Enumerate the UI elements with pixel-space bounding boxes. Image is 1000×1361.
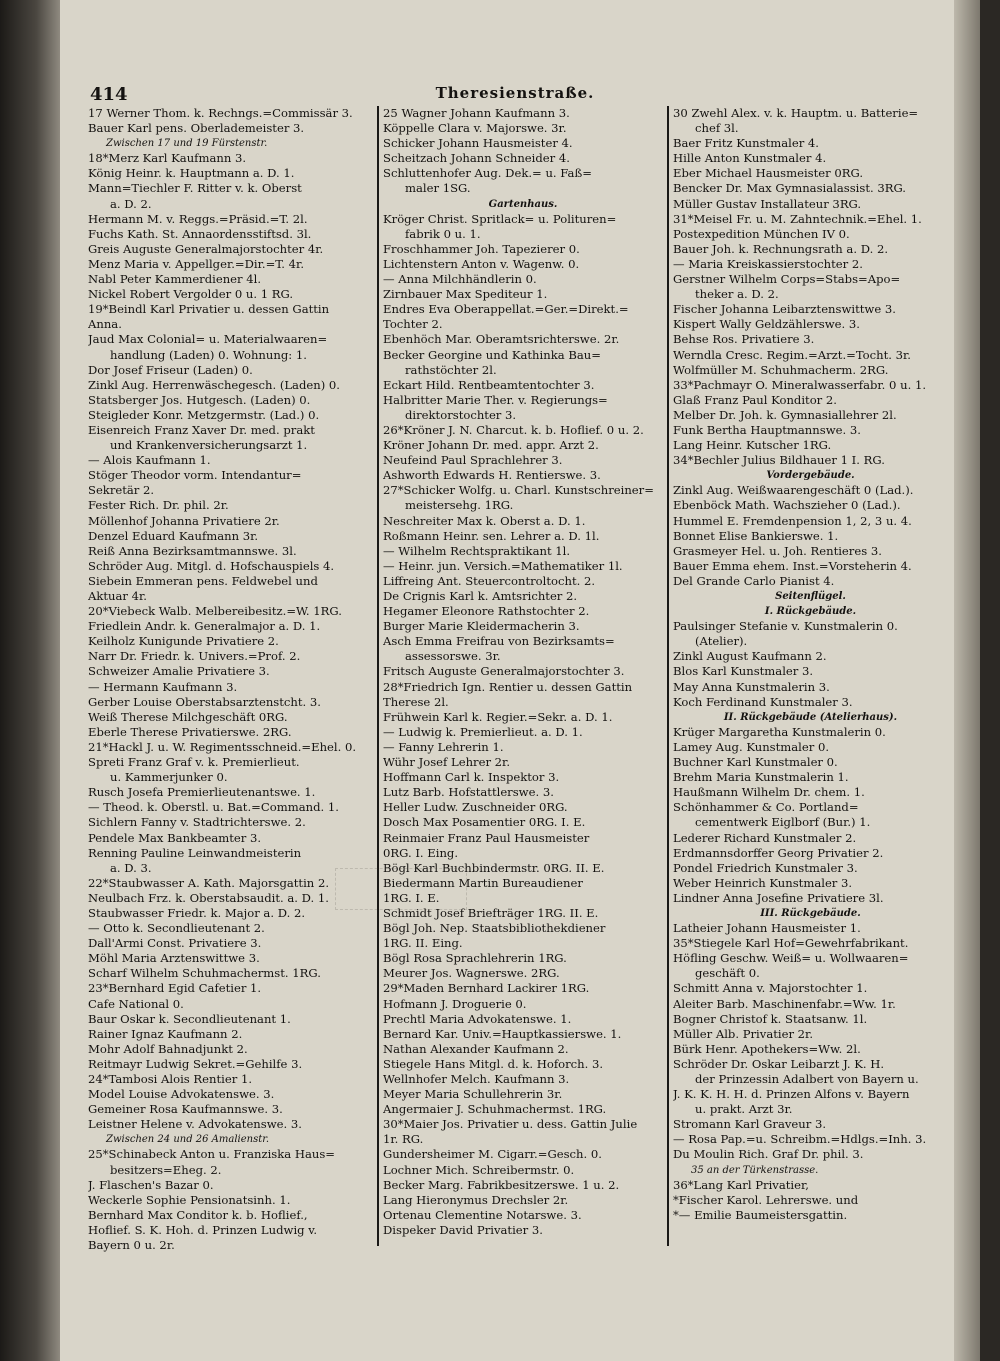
- directory-entry: Bauer Emma ehem. Inst.=Vorsteherin 4.: [673, 558, 912, 573]
- directory-entry: Werndla Cresc. Regim.=Arzt.=Tocht. 3r.: [673, 347, 911, 362]
- directory-entry: Narr Dr. Friedr. k. Univers.=Prof. 2.: [88, 649, 301, 664]
- directory-entry: Keilholz Kunigunde Privatiere 2.: [88, 634, 279, 649]
- directory-entry: Becker Marg. Fabrikbesitzerswe. 1 u. 2.: [383, 1177, 620, 1192]
- directory-entry: Aleiter Barb. Maschinenfabr.=Ww. 1r.: [673, 996, 896, 1011]
- directory-entry: (Atelier).: [695, 634, 748, 649]
- directory-entry: Froschhammer Joh. Tapezierer 0.: [383, 241, 580, 256]
- directory-entry: Stromann Karl Graveur 3.: [673, 1117, 827, 1132]
- directory-entry: Lang Hieronymus Drechsler 2r.: [383, 1192, 569, 1207]
- directory-entry: Neschreiter Max k. Oberst a. D. 1.: [383, 513, 586, 528]
- directory-entry: 1r. RG.: [383, 1132, 424, 1147]
- directory-entry: Lamey Aug. Kunstmaler 0.: [673, 739, 830, 754]
- directory-entry: assessorswe. 3r.: [405, 649, 501, 664]
- directory-entry: Reiß Anna Bezirksamtmannswe. 3l.: [88, 543, 297, 558]
- directory-entry: Denzel Eduard Kaufmann 3r.: [88, 528, 259, 543]
- directory-entry: 30 Zwehl Alex. v. k. Hauptm. u. Batterie=: [673, 106, 919, 120]
- directory-entry: Schmitt Anna v. Majorstochter 1.: [673, 981, 868, 996]
- directory-entry: Leistner Helene v. Advokatenswe. 3.: [88, 1117, 302, 1132]
- directory-entry: — Fanny Lehrerin 1.: [383, 739, 504, 754]
- directory-entry: Nathan Alexander Kaufmann 2.: [383, 1041, 569, 1056]
- directory-entry: Zirnbauer Max Spediteur 1.: [383, 287, 548, 302]
- directory-entry: Lutz Barb. Hofstattlerswe. 3.: [383, 785, 554, 800]
- directory-entry: Ebenhöch Mar. Oberamtsrichterswe. 2r.: [383, 332, 620, 347]
- directory-entry: Wellnhofer Melch. Kaufmann 3.: [383, 1072, 570, 1086]
- directory-entry: Kröger Christ. Spritlack= u. Polituren=: [383, 211, 617, 226]
- directory-entry: Eckart Hild. Rentbeamtentochter 3.: [383, 377, 595, 392]
- directory-entry: Koch Ferdinand Kunstmaler 3.: [673, 694, 853, 709]
- section-heading: I. Rückgebäude.: [764, 606, 857, 618]
- section-heading: II. Rückgebäude (Atelierhaus).: [723, 711, 898, 723]
- directory-entry: Ashworth Edwards H. Rentierswe. 3.: [383, 468, 601, 483]
- directory-entry: Bogner Christof k. Staatsanw. 1l.: [673, 1011, 868, 1026]
- directory-entry: Krüger Margaretha Kunstmalerin 0.: [673, 724, 886, 739]
- directory-entry: — Wilhelm Rechtspraktikant 1l.: [383, 543, 571, 558]
- directory-entry: Möhl Maria Arztenswittwe 3.: [88, 951, 260, 966]
- directory-entry: Fritsch Auguste Generalmajorstochter 3.: [383, 664, 625, 679]
- directory-entry: Cafe National 0.: [88, 996, 184, 1011]
- directory-entry: 22*Staubwasser A. Kath. Majorsgattin 2.: [88, 875, 330, 890]
- directory-entry: Latheier Johann Hausmeister 1.: [673, 921, 861, 936]
- directory-entry: 24*Tambosi Alois Rentier 1.: [88, 1072, 253, 1086]
- directory-entry: Wühr Josef Lehrer 2r.: [383, 755, 511, 770]
- directory-entry: Jaud Max Colonial= u. Materialwaaren=: [88, 332, 328, 347]
- directory-entry: Köppelle Clara v. Majorswe. 3r.: [383, 121, 567, 136]
- directory-entry: 1RG. I. E.: [383, 890, 440, 905]
- directory-entry: König Heinr. k. Hauptmann a. D. 1.: [88, 166, 295, 181]
- directory-entry: Frühwein Karl k. Regier.=Sekr. a. D. 1.: [383, 709, 613, 724]
- directory-entry: theker a. D. 2.: [695, 287, 779, 302]
- directory-entry: Reitmayr Ludwig Sekret.=Gehilfe 3.: [88, 1056, 303, 1071]
- directory-entry: Hoffmann Carl k. Inspektor 3.: [383, 770, 560, 785]
- directory-entry: Wolfmüller M. Schuhmacherm. 2RG.: [673, 362, 889, 377]
- cross-street-note: Zwischen 24 und 26 Amalienstr.: [106, 1134, 270, 1146]
- directory-entry: Nickel Robert Vergolder 0 u. 1 RG.: [88, 287, 294, 302]
- directory-entry: Funk Bertha Hauptmannswe. 3.: [673, 422, 861, 437]
- directory-entry: Schröder Dr. Oskar Leibarzt J. K. H.: [673, 1056, 885, 1071]
- directory-entry: Asch Emma Freifrau von Bezirksamts=: [383, 634, 615, 649]
- directory-entry: fabrik 0 u. 1.: [405, 226, 481, 241]
- directory-entry: 19*Beindl Karl Privatier u. dessen Gattin: [88, 302, 330, 317]
- directory-entry: Schluttenhofer Aug. Dek.= u. Faß=: [383, 166, 592, 181]
- street-heading: Theresienstraße.: [435, 84, 595, 102]
- directory-entry: 17 Werner Thom. k. Rechngs.=Commissär 3.: [88, 106, 353, 120]
- directory-entry: Staubwasser Friedr. k. Major a. D. 2.: [88, 905, 306, 920]
- directory-entry: Kröner Johann Dr. med. appr. Arzt 2.: [383, 438, 599, 453]
- directory-entry: Bauer Joh. k. Rechnungsrath a. D. 2.: [673, 241, 889, 256]
- directory-entry: — Otto k. Secondlieutenant 2.: [88, 921, 265, 936]
- directory-entry: Friedlein Andr. k. Generalmajor a. D. 1.: [88, 619, 321, 634]
- directory-entry: Bürk Henr. Apothekers=Ww. 2l.: [673, 1041, 861, 1056]
- directory-entry: Neufeind Paul Sprachlehrer 3.: [383, 453, 563, 468]
- directory-entry: Renning Pauline Leinwandmeisterin: [88, 845, 302, 860]
- directory-entry: 20*Viebeck Walb. Melbereibesitz.=W. 1RG.: [88, 604, 342, 619]
- directory-entry: Fischer Johanna Leibarztenswittwe 3.: [673, 302, 896, 317]
- directory-entry: Schweizer Amalie Privatiere 3.: [88, 664, 270, 679]
- directory-entry: — Hermann Kaufmann 3.: [88, 679, 238, 694]
- directory-entry: Schröder Aug. Mitgl. d. Hofschauspiels 4.: [88, 558, 335, 573]
- directory-entry: Erdmannsdorffer Georg Privatier 2.: [673, 845, 884, 860]
- directory-entry: Angermaier J. Schuhmachermst. 1RG.: [383, 1102, 607, 1117]
- directory-entry: Bernhard Max Conditor k. b. Hoflief.,: [88, 1207, 308, 1222]
- section-heading: III. Rückgebäude.: [760, 907, 861, 919]
- directory-entry: 21*Hackl J. u. W. Regimentsschneid.=Ehel. 0.: [88, 739, 357, 754]
- directory-entry: a. D. 2.: [110, 196, 152, 211]
- directory-entry: 35*Stiegele Karl Hof=Gewehrfabrikant.: [673, 936, 909, 951]
- directory-entry: direktorstochter 3.: [405, 407, 517, 422]
- directory-entry: 23*Bernhard Egid Cafetier 1.: [88, 981, 262, 996]
- directory-entry: 27*Schicker Wolfg. u. Charl. Kunstschreiner=: [383, 483, 654, 498]
- directory-entry: 18*Merz Karl Kaufmann 3.: [88, 151, 247, 166]
- directory-entry: Postexpedition München IV 0.: [673, 226, 850, 241]
- directory-entry: Du Moulin Rich. Graf Dr. phil. 3.: [673, 1147, 864, 1162]
- book-gutter: [0, 0, 60, 1361]
- directory-entry: Haußmann Wilhelm Dr. chem. 1.: [673, 785, 865, 800]
- faded-stamp: [335, 868, 467, 910]
- directory-entry: Hegamer Eleonore Rathstochter 2.: [383, 604, 590, 619]
- directory-entry: Meyer Maria Schullehrerin 3r.: [383, 1087, 563, 1102]
- directory-entry: Pondel Friedrich Kunstmaler 3.: [673, 860, 858, 875]
- directory-entry: Lichtenstern Anton v. Wagenw. 0.: [383, 256, 580, 271]
- directory-entry: Rusch Josefa Premierlieutenantswe. 1.: [88, 785, 316, 800]
- directory-entry: Grasmeyer Hel. u. Joh. Rentieres 3.: [673, 543, 882, 558]
- directory-entry: Kispert Wally Geldzählerswe. 3.: [673, 317, 860, 332]
- directory-entry: Prechtl Maria Advokatenswe. 1.: [383, 1011, 572, 1026]
- directory-entry: J. Flaschen's Bazar 0.: [88, 1177, 214, 1192]
- directory-entry: Mohr Adolf Bahnadjunkt 2.: [88, 1041, 248, 1056]
- directory-entry: Bonnet Elise Bankierswe. 1.: [673, 528, 839, 543]
- directory-entry: Gerber Louise Oberstabsarztenstcht. 3.: [88, 694, 321, 709]
- section-heading: Seitenflügel.: [775, 591, 846, 602]
- directory-entry: Biedermann Martin Bureaudiener: [383, 875, 583, 890]
- column-divider: [667, 106, 669, 1246]
- directory-entry: Möllenhof Johanna Privatiere 2r.: [88, 513, 280, 528]
- directory-entry: Hille Anton Kunstmaler 4.: [673, 151, 827, 166]
- directory-entry: Weiß Therese Milchgeschäft 0RG.: [88, 709, 288, 724]
- directory-entry: — Ludwig k. Premierlieut. a. D. 1.: [383, 724, 583, 739]
- directory-entry: 29*Maden Bernhard Lackirer 1RG.: [383, 981, 590, 996]
- column-left: [88, 106, 373, 1356]
- directory-entry: Hofmann J. Droguerie 0.: [383, 996, 527, 1011]
- directory-entry: Blos Karl Kunstmaler 3.: [673, 664, 814, 679]
- directory-entry: Rainer Ignaz Kaufmann 2.: [88, 1026, 243, 1041]
- directory-entry: Sekretär 2.: [88, 483, 155, 498]
- directory-entry: Tochter 2.: [383, 317, 443, 332]
- directory-entry: Bögl Karl Buchbindermstr. 0RG. II. E.: [383, 860, 605, 875]
- directory-entry: der Prinzessin Adalbert von Bayern u.: [695, 1072, 919, 1086]
- directory-entry: Schmidt Josef Briefträger 1RG. II. E.: [383, 905, 599, 920]
- directory-entry: Baer Fritz Kunstmaler 4.: [673, 136, 819, 151]
- directory-entry: Therese 2l.: [383, 694, 449, 709]
- directory-entry: Endres Eva Oberappellat.=Ger.=Direkt.=: [383, 302, 629, 317]
- directory-entry: Meurer Jos. Wagnerswe. 2RG.: [383, 966, 560, 981]
- directory-entry: Roßmann Heinr. sen. Lehrer a. D. 1l.: [383, 528, 600, 543]
- section-heading: Gartenhaus.: [488, 198, 558, 210]
- page-header: [90, 84, 940, 106]
- directory-entry: besitzers=Eheg. 2.: [110, 1162, 222, 1177]
- directory-entry: Weckerle Sophie Pensionatsinh. 1.: [88, 1192, 291, 1207]
- directory-entry: maler 1SG.: [405, 181, 471, 196]
- directory-entry: Dall'Armi Const. Privatiere 3.: [88, 936, 262, 951]
- directory-entry: Bögl Rosa Sprachlehrerin 1RG.: [383, 951, 567, 966]
- directory-entry: 25*Schinabeck Anton u. Franziska Haus=: [88, 1147, 336, 1162]
- directory-entry: Sichlern Fanny v. Stadtrichterswe. 2.: [88, 815, 306, 830]
- directory-entry: — Rosa Pap.=u. Schreibm.=Hdlgs.=Inh. 3.: [673, 1132, 927, 1147]
- directory-entry: Stöger Theodor vorm. Intendantur=: [88, 468, 302, 483]
- directory-entry: Fuchs Kath. St. Annaordensstiftsd. 3l.: [88, 226, 312, 241]
- directory-entry: Müller Alb. Privatier 2r.: [673, 1026, 814, 1041]
- directory-entry: May Anna Kunstmalerin 3.: [673, 679, 830, 694]
- directory-entry: Dosch Max Posamentier 0RG. I. E.: [383, 815, 586, 830]
- directory-entry: Pendele Max Bankbeamter 3.: [88, 830, 262, 845]
- directory-entry: 26*Kröner J. N. Charcut. k. b. Hoflief. 0 u. 2.: [383, 422, 644, 437]
- directory-entry: Hermann M. v. Reggs.=Präsid.=T. 2l.: [88, 211, 308, 226]
- directory-columns: [88, 106, 948, 1356]
- directory-entry: Baur Oskar k. Secondlieutenant 1.: [88, 1011, 291, 1026]
- directory-entry: Neulbach Frz. k. Oberstabsaudit. a. D. 1.: [88, 890, 329, 905]
- directory-entry: 34*Bechler Julius Bildhauer 1 I. RG.: [673, 453, 885, 468]
- page-edge: [954, 0, 980, 1361]
- directory-entry: 30*Maier Jos. Privatier u. dess. Gattin Julie: [383, 1117, 638, 1132]
- directory-entry: *Fischer Karol. Lehrerswe. und: [673, 1192, 859, 1207]
- directory-entry: Weber Heinrich Kunstmaler 3.: [673, 875, 853, 890]
- directory-entry: Greis Auguste Generalmajorstochter 4r.: [88, 241, 324, 256]
- directory-entry: Zinkl August Kaufmann 2.: [673, 649, 827, 664]
- directory-entry: 25 Wagner Johann Kaufmann 3.: [383, 106, 570, 120]
- directory-entry: handlung (Laden) 0. Wohnung: 1.: [110, 347, 307, 362]
- directory-entry: Reinmaier Franz Paul Hausmeister: [383, 830, 590, 845]
- directory-entry: Gerstner Wilhelm Corps=Stabs=Apo=: [673, 272, 901, 287]
- directory-entry: Bencker Dr. Max Gymnasialassist. 3RG.: [673, 181, 906, 196]
- directory-entry: Schicker Johann Hausmeister 4.: [383, 136, 573, 151]
- directory-entry: Dispeker David Privatier 3.: [383, 1222, 543, 1237]
- directory-entry: 31*Meisel Fr. u. M. Zahntechnik.=Ehel. 1.: [673, 211, 922, 226]
- directory-entry: Stiegele Hans Mitgl. d. k. Hoforch. 3.: [383, 1056, 604, 1071]
- directory-entry: Bögl Joh. Nep. Staatsbibliothekdiener: [383, 921, 606, 936]
- directory-entry: Gemeiner Rosa Kaufmannswe. 3.: [88, 1102, 283, 1117]
- directory-entry: Del Grande Carlo Pianist 4.: [673, 573, 835, 588]
- directory-entry: Halbritter Marie Ther. v. Regierungs=: [383, 392, 608, 407]
- directory-entry: u. Kammerjunker 0.: [110, 770, 228, 785]
- directory-entry: meistersehg. 1RG.: [405, 498, 514, 513]
- directory-entry: Lederer Richard Kunstmaler 2.: [673, 830, 857, 845]
- directory-entry: J. K. K. H. H. d. Prinzen Alfons v. Bayern: [673, 1087, 910, 1102]
- directory-entry: Aktuar 4r.: [88, 589, 147, 603]
- directory-entry: Statsberger Jos. Hutgesch. (Laden) 0.: [88, 392, 311, 407]
- directory-entry: Lochner Mich. Schreibermstr. 0.: [383, 1162, 575, 1177]
- directory-entry: Spreti Franz Graf v. k. Premierlieut.: [88, 755, 300, 770]
- directory-entry: 28*Friedrich Ign. Rentier u. dessen Gattin: [383, 679, 633, 694]
- directory-entry: — Alois Kaufmann 1.: [88, 453, 211, 468]
- directory-entry: Ebenböck Math. Wachszieher 0 (Lad.).: [673, 498, 901, 513]
- directory-entry: Bayern 0 u. 2r.: [88, 1238, 175, 1253]
- directory-entry: Ortenau Clementine Notarswe. 3.: [383, 1207, 582, 1222]
- directory-entry: Lindner Anna Josefine Privatiere 3l.: [673, 890, 884, 905]
- directory-entry: Eisenreich Franz Xaver Dr. med. prakt: [88, 422, 315, 437]
- directory-entry: 1RG. II. Eing.: [383, 936, 463, 951]
- directory-entry: Glaß Franz Paul Konditor 2.: [673, 392, 837, 407]
- page-number: 414: [90, 84, 128, 105]
- directory-entry: Schönhammer & Co. Portland=: [673, 800, 859, 815]
- directory-entry: rathstöchter 2l.: [405, 362, 497, 377]
- directory-entry: 33*Pachmayr O. Mineralwasserfabr. 0 u. 1.: [673, 377, 927, 392]
- directory-entry: Höfling Geschw. Weiß= u. Wollwaaren=: [673, 951, 909, 966]
- directory-entry: Heller Ludw. Zuschneider 0RG.: [383, 800, 568, 815]
- directory-entry: Scheitzach Johann Schneider 4.: [383, 151, 570, 166]
- directory-entry: Zinkl Aug. Herrenwäschegesch. (Laden) 0.: [88, 377, 340, 392]
- column-middle: [383, 106, 663, 1356]
- directory-entry: Brehm Maria Kunstmalerin 1.: [673, 770, 849, 785]
- directory-entry: 0RG. I. Eing.: [383, 845, 459, 860]
- directory-entry: Model Louise Advokatenswe. 3.: [88, 1087, 275, 1102]
- directory-entry: und Krankenversicherungsarzt 1.: [110, 438, 308, 453]
- directory-entry: Anna.: [88, 317, 122, 332]
- directory-entry: — Theod. k. Oberstl. u. Bat.=Command. 1.: [88, 800, 339, 815]
- directory-entry: Menz Maria v. Appellger.=Dir.=T. 4r.: [88, 256, 305, 271]
- cross-street-note: 35 an der Türkenstrasse.: [691, 1164, 819, 1176]
- directory-entry: Gundersheimer M. Cigarr.=Gesch. 0.: [383, 1147, 602, 1162]
- directory-entry: Becker Georgine und Kathinka Bau=: [383, 347, 601, 362]
- directory-entry: Steigleder Konr. Metzgermstr. (Lad.) 0.: [88, 407, 320, 422]
- directory-entry: Melber Dr. Joh. k. Gymnasiallehrer 2l.: [673, 407, 897, 422]
- directory-entry: Mann=Tiechler F. Ritter v. k. Oberst: [88, 181, 302, 196]
- directory-entry: Paulsinger Stefanie v. Kunstmalerin 0.: [673, 619, 898, 634]
- directory-entry: Bernard Kar. Univ.=Hauptkassierswe. 1.: [383, 1026, 622, 1041]
- directory-entry: *— Emilie Baumeistersgattin.: [673, 1207, 848, 1222]
- column-right: [673, 106, 948, 1356]
- directory-entry: Eber Michael Hausmeister 0RG.: [673, 166, 864, 181]
- directory-entry: Lang Heinr. Kutscher 1RG.: [673, 438, 832, 453]
- directory-entry: Müller Gustav Installateur 3RG.: [673, 196, 862, 211]
- column-divider: [377, 106, 379, 1246]
- book-page: [60, 0, 980, 1361]
- directory-entry: Zinkl Aug. Weißwaarengeschäft 0 (Lad.).: [673, 483, 914, 498]
- directory-entry: Scharf Wilhelm Schuhmachermst. 1RG.: [88, 966, 321, 981]
- directory-entry: Burger Marie Kleidermacherin 3.: [383, 619, 580, 634]
- directory-entry: Nabl Peter Kammerdiener 4l.: [88, 272, 262, 287]
- cross-street-note: Zwischen 17 und 19 Fürstenstr.: [106, 138, 268, 150]
- directory-entry: Liffreing Ant. Steuercontroltocht. 2.: [383, 573, 596, 588]
- directory-entry: — Heinr. jun. Versich.=Mathematiker 1l.: [383, 558, 623, 573]
- directory-entry: De Crignis Karl k. Amtsrichter 2.: [383, 589, 578, 603]
- directory-entry: Hummel E. Fremdenpension 1, 2, 3 u. 4.: [673, 513, 912, 528]
- directory-entry: chef 3l.: [695, 121, 739, 136]
- directory-entry: Behse Ros. Privatiere 3.: [673, 332, 815, 347]
- directory-entry: Dor Josef Friseur (Laden) 0.: [88, 362, 253, 377]
- directory-entry: geschäft 0.: [695, 966, 760, 981]
- directory-entry: Buchner Karl Kunstmaler 0.: [673, 755, 838, 770]
- directory-entry: Siebein Emmeran pens. Feldwebel und: [88, 573, 318, 588]
- directory-entry: cementwerk Eiglborf (Bur.) 1.: [695, 815, 871, 830]
- directory-entry: Eberle Therese Privatierswe. 2RG.: [88, 724, 292, 739]
- directory-entry: Hoflief. S. K. Hoh. d. Prinzen Ludwig v.: [88, 1222, 318, 1237]
- directory-entry: u. prakt. Arzt 3r.: [695, 1102, 793, 1117]
- directory-entry: 36*Lang Karl Privatier,: [673, 1177, 809, 1192]
- section-heading: Vordergebäude.: [766, 470, 855, 482]
- directory-entry: — Anna Milchhändlerin 0.: [383, 272, 537, 287]
- directory-entry: Bauer Karl pens. Oberlademeister 3.: [88, 121, 305, 136]
- directory-entry: Fester Rich. Dr. phil. 2r.: [88, 498, 229, 513]
- directory-entry: a. D. 3.: [110, 860, 152, 875]
- directory-entry: — Maria Kreiskassierstochter 2.: [673, 256, 863, 271]
